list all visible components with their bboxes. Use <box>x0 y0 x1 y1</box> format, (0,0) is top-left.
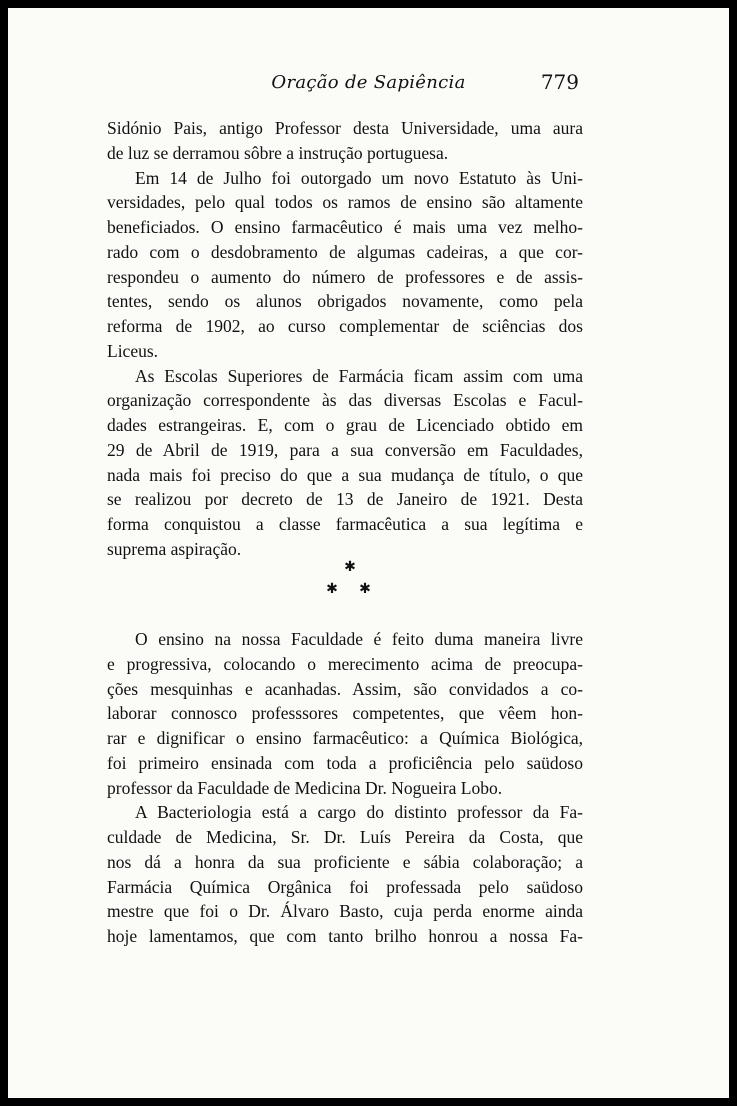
running-title: Oração de Sapiência <box>271 72 466 93</box>
asterisk-icon: ✱ <box>359 581 371 597</box>
text-line: rado com o desdobramento de algumas cadeiras, a que cor- <box>107 241 583 262</box>
text-line: organização correspondente às das diversas Escolas e Facul- <box>107 390 583 411</box>
text-line: laborar connosco professsores competentes, que vêem hon- <box>107 703 583 724</box>
text-line: O ensino na nossa Faculdade é feito duma maneira livre <box>135 629 583 649</box>
text-line: forma conquistou a classe farmacêutica a sua legítima e <box>107 514 583 534</box>
text-line: Em 14 de Julho foi outorgado um novo Estatuto às Uni- <box>135 167 583 188</box>
text-line: se realizou por decreto de 13 de Janeiro de 1921. Desta <box>107 489 583 510</box>
text-line: dades estrangeiras. E, com o grau de Licenciado obtido em <box>107 415 583 435</box>
text-line: de luz se derramou sôbre a instrução portuguesa. <box>107 142 449 163</box>
body-text-upper <box>107 116 583 562</box>
text-line: culdade de Medicina, Sr. Dr. Luís Pereira da Costa, que <box>107 827 583 847</box>
text-line: nos dá a honra da sua proficiente e sábia colaboração; a <box>107 851 583 872</box>
text-line: nada mais foi preciso do que a sua mudança de título, o que <box>107 464 583 485</box>
text-line: professor da Faculdade de Medicina Dr. Nogueira Lobo. <box>107 777 503 798</box>
text-line: hoje lamentamos, que com tanto brilho honrou a nossa Fa- <box>107 926 583 946</box>
text-line: tentes, sendo os alunos obrigados novamente, como pela <box>107 291 583 312</box>
text-line: Farmácia Química Orgânica foi professada pelo saüdoso <box>107 876 583 897</box>
text-line: As Escolas Superiores de Farmácia ficam assim com uma <box>135 365 583 386</box>
body-text-lower <box>107 627 583 949</box>
page-number: 779 <box>540 70 579 94</box>
text-line: Sidónio Pais, antigo Professor desta Universidade, uma aura <box>107 118 583 138</box>
asterisk-icon: ✱ <box>326 581 338 597</box>
text-line: A Bacteriologia está a cargo do distinto professor da Fa- <box>135 802 583 823</box>
page-header <box>8 70 729 100</box>
text-line: reforma de 1902, ao curso complementar de sciências dos <box>107 316 583 336</box>
section-divider-asterism <box>8 551 729 601</box>
book-page <box>8 8 729 1098</box>
text-line: versidades, pelo qual todos os ramos de ensino são altamente <box>107 192 583 213</box>
text-line: ções mesquinhas e acanhadas. Assim, são convidados a co- <box>107 678 583 699</box>
text-line: 29 de Abril de 1919, para a sua conversão em Faculdades, <box>107 439 583 460</box>
text-line: beneficiados. O ensino farmacêutico é mais uma vez melho- <box>107 217 583 237</box>
text-line: Liceus. <box>107 340 159 361</box>
text-line: foi primeiro ensinada com toda a proficiência pelo saüdoso <box>107 752 583 773</box>
text-line: mestre que foi o Dr. Álvaro Basto, cuja perda enorme ainda <box>107 901 583 922</box>
asterisk-icon: ✱ <box>344 559 356 575</box>
text-line: respondeu o aumento do número de professores e de assis- <box>107 266 583 287</box>
text-line: rar e dignificar o ensino farmacêutico: a Química Biológica, <box>107 728 583 748</box>
text-line: e progressiva, colocando o merecimento acima de preocupa- <box>107 653 583 674</box>
text-line: suprema aspiração. <box>107 538 242 559</box>
